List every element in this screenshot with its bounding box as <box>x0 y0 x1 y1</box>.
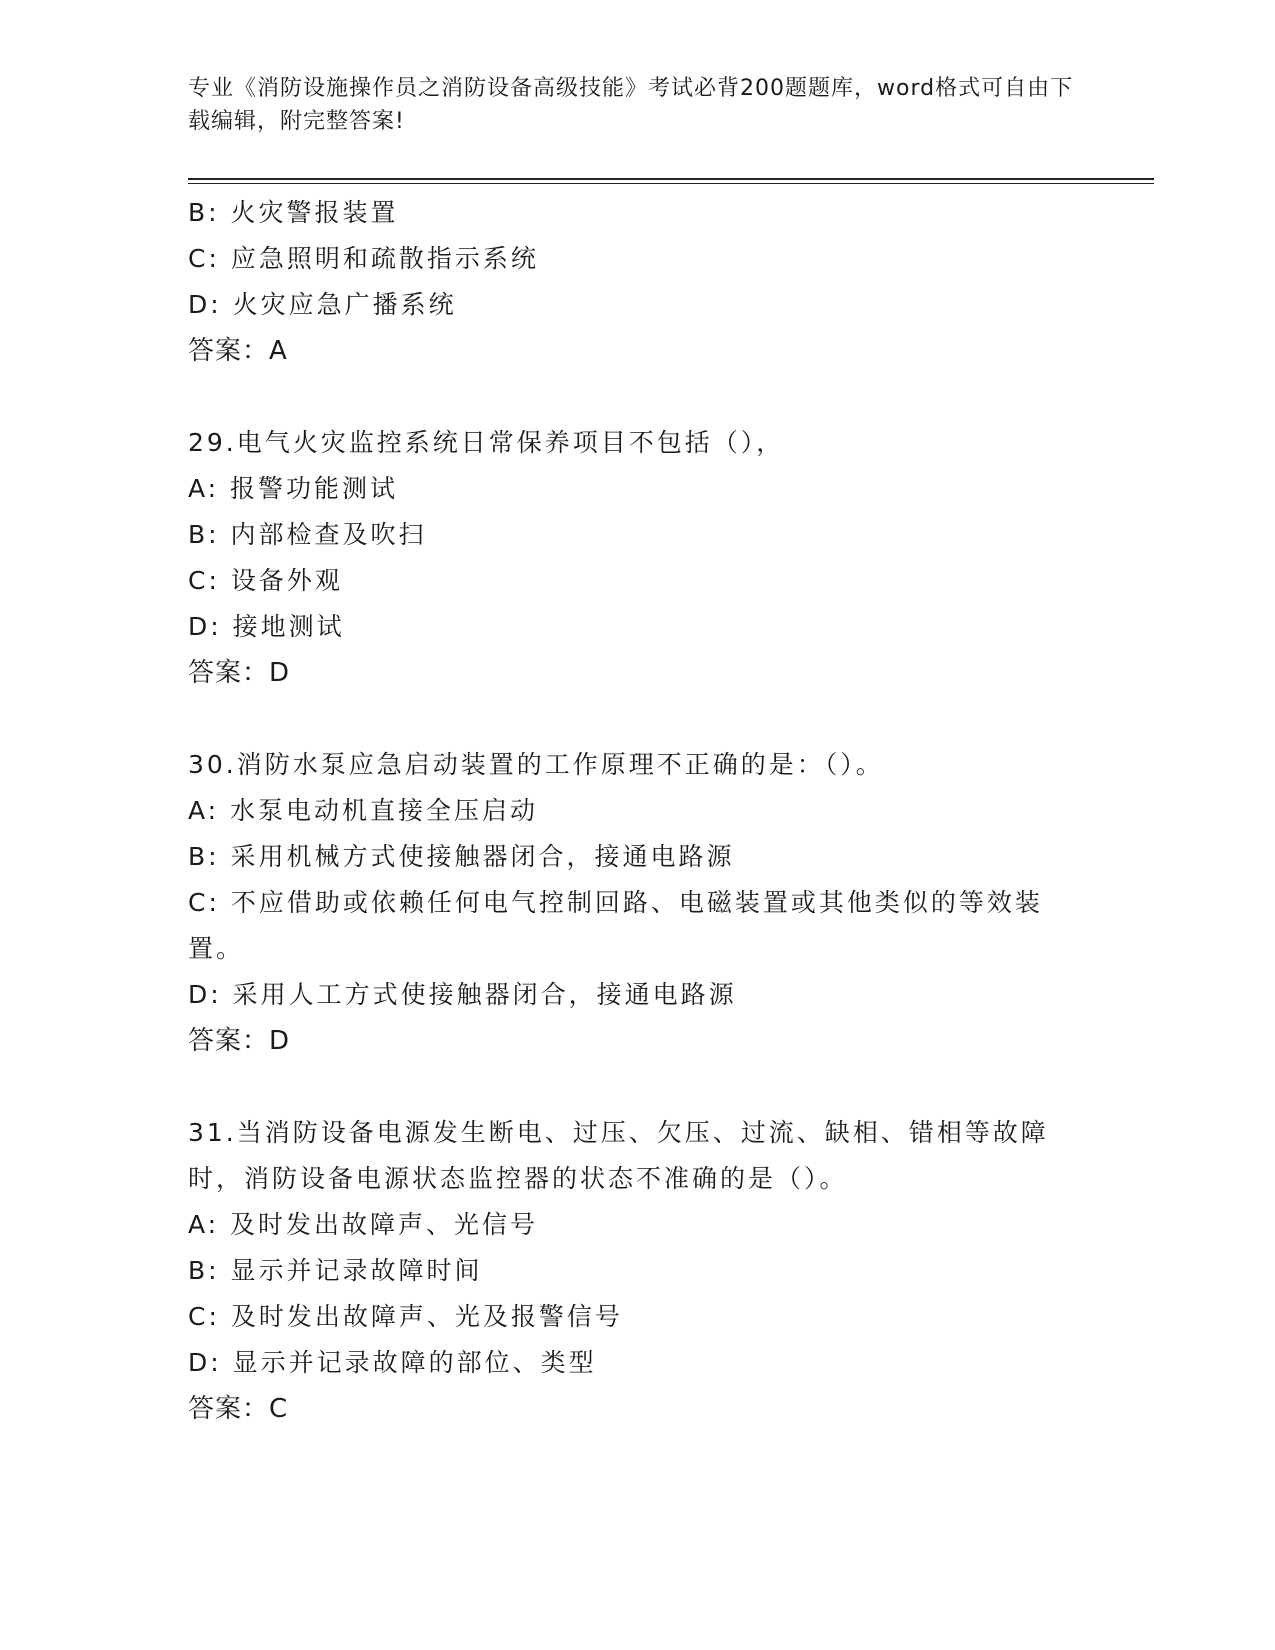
header-divider-thick <box>188 178 1154 180</box>
question-31 <box>188 1110 1088 1432</box>
answer: 答案：C <box>188 1394 289 1424</box>
answer: 答案：D <box>188 1026 291 1056</box>
question-stem: 30.消防水泵应急启动装置的工作原理不正确的是：（）。 <box>188 750 884 779</box>
answer: 答案：D <box>188 658 291 688</box>
answer: 答案：A <box>188 336 288 366</box>
question-content <box>188 190 1088 1432</box>
option-b: B: 火灾警报装置 <box>188 198 399 227</box>
document-header: 专业《消防设施操作员之消防设备高级技能》考试必背200题题库，word格式可自由下载编辑，附完整答案! <box>188 76 1074 134</box>
option-b: B: 显示并记录故障时间 <box>188 1256 483 1285</box>
option-c: C: 不应借助或依赖任何电气控制回路、电磁装置或其他类似的等效装置。 <box>188 888 1043 963</box>
question-stem: 31.当消防设备电源发生断电、过压、欠压、过流、缺相、错相等故障时，消防设备电源状态监控器的状态不准确的是（）。 <box>188 1118 1049 1193</box>
option-a: A: 及时发出故障声、光信号 <box>188 1210 539 1239</box>
option-a: A: 水泵电动机直接全压启动 <box>188 796 539 825</box>
continued-question <box>188 190 1088 374</box>
option-b: B: 内部检查及吹扫 <box>188 520 427 549</box>
option-d: D: 火灾应急广播系统 <box>188 290 457 319</box>
header-divider-thin <box>188 183 1154 184</box>
question-30 <box>188 742 1088 1064</box>
option-c: C: 应急照明和疏散指示系统 <box>188 244 539 273</box>
option-d: D: 采用人工方式使接触器闭合，接通电路源 <box>188 980 737 1009</box>
option-a: A: 报警功能测试 <box>188 474 399 503</box>
question-stem: 29.电气火灾监控系统日常保养项目不包括（）， <box>188 428 785 457</box>
option-c: C: 设备外观 <box>188 566 343 595</box>
question-29 <box>188 420 1088 696</box>
option-b: B: 采用机械方式使接触器闭合，接通电路源 <box>188 842 735 871</box>
option-d: D: 显示并记录故障的部位、类型 <box>188 1348 597 1377</box>
option-c: C: 及时发出故障声、光及报警信号 <box>188 1302 623 1331</box>
option-d: D: 接地测试 <box>188 612 345 641</box>
